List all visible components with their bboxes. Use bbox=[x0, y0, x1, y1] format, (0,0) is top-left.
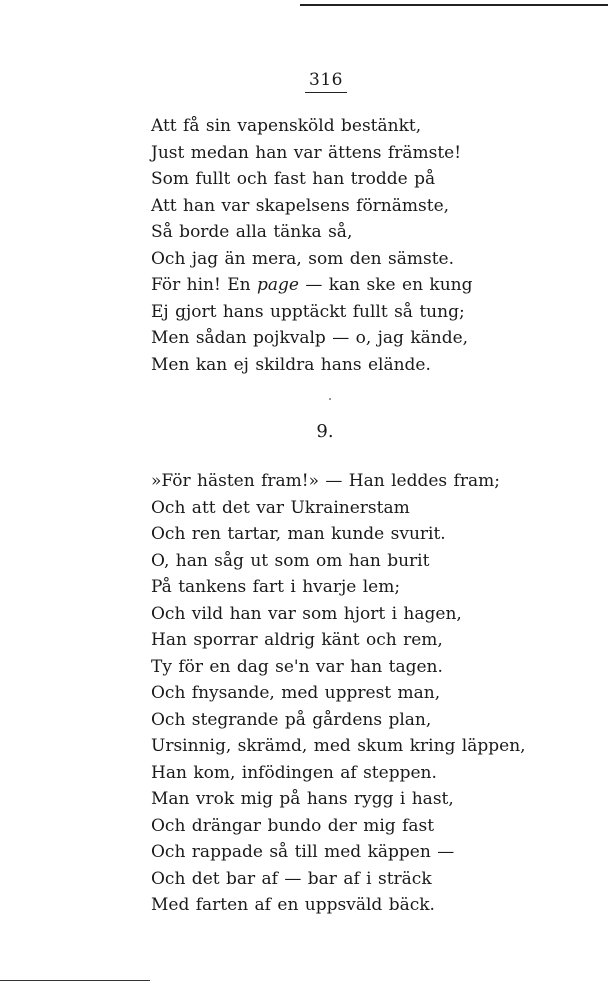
italic-word: page bbox=[256, 275, 299, 295]
verse-line: »För hästen fram!» — Han leddes fram; bbox=[151, 471, 500, 491]
section-number: 9. bbox=[316, 421, 334, 442]
verse-line: Han kom, infödingen af steppen. bbox=[151, 762, 437, 783]
top-border-rule bbox=[300, 4, 608, 6]
verse-line: Att han var skapelsens förnämste, bbox=[151, 195, 450, 216]
verse-line: Och rappade så till med käppen — bbox=[151, 842, 455, 862]
verse-line: Men sådan pojkvalp — o, jag kände, bbox=[151, 328, 469, 348]
verse-line-with-italic bbox=[151, 272, 531, 299]
verse-line: Att få sin vapensköld bestänkt, bbox=[151, 116, 422, 136]
verse-line: Och jag än mera, som den sämste. bbox=[151, 248, 455, 269]
page-number: 316 bbox=[305, 70, 347, 93]
ink-speck bbox=[329, 398, 331, 400]
verse-line: På tankens fart i hvarje lem; bbox=[151, 577, 401, 597]
verse-line: Han sporrar aldrig känt och rem, bbox=[151, 630, 443, 650]
verse-line: Ty för en dag se'n var han tagen. bbox=[151, 656, 443, 677]
verse-line: Så borde alla tänka så, bbox=[151, 222, 353, 242]
verse-line: Och att det var Ukrainerstam bbox=[151, 497, 410, 518]
verse-line: Och drängar bundo der mig fast bbox=[151, 815, 435, 836]
verse-line: Och ren tartar, man kunde svurit. bbox=[151, 524, 446, 544]
verse-line: Man vrok mig på hans rygg i hast, bbox=[151, 789, 454, 809]
stanza-second bbox=[151, 468, 531, 919]
verse-line: Ursinnig, skrämd, med skum kring läppen, bbox=[151, 736, 526, 756]
verse-line: Och det bar af — bar af i sträck bbox=[151, 868, 432, 889]
verse-line: Och vild han var som hjort i hagen, bbox=[151, 603, 462, 624]
verse-line: Som fullt och fast han trodde på bbox=[151, 169, 436, 189]
stanza-first bbox=[151, 113, 531, 378]
verse-fragment: För hin! En bbox=[151, 275, 257, 295]
verse-line: O, han såg ut som om han burit bbox=[151, 550, 430, 571]
verse-line: Och stegrande på gårdens plan, bbox=[151, 709, 432, 730]
verse-line: Men kan ej skildra hans elände. bbox=[151, 354, 431, 375]
verse-line: Just medan han var ättens främste! bbox=[151, 142, 462, 163]
verse-fragment: — kan ske en kung bbox=[298, 275, 473, 295]
verse-line: Med farten af en uppsväld bäck. bbox=[151, 895, 435, 915]
verse-line: Och fnysande, med upprest man, bbox=[151, 683, 441, 703]
verse-line: Ej gjort hans upptäckt fullt så tung; bbox=[151, 301, 465, 322]
